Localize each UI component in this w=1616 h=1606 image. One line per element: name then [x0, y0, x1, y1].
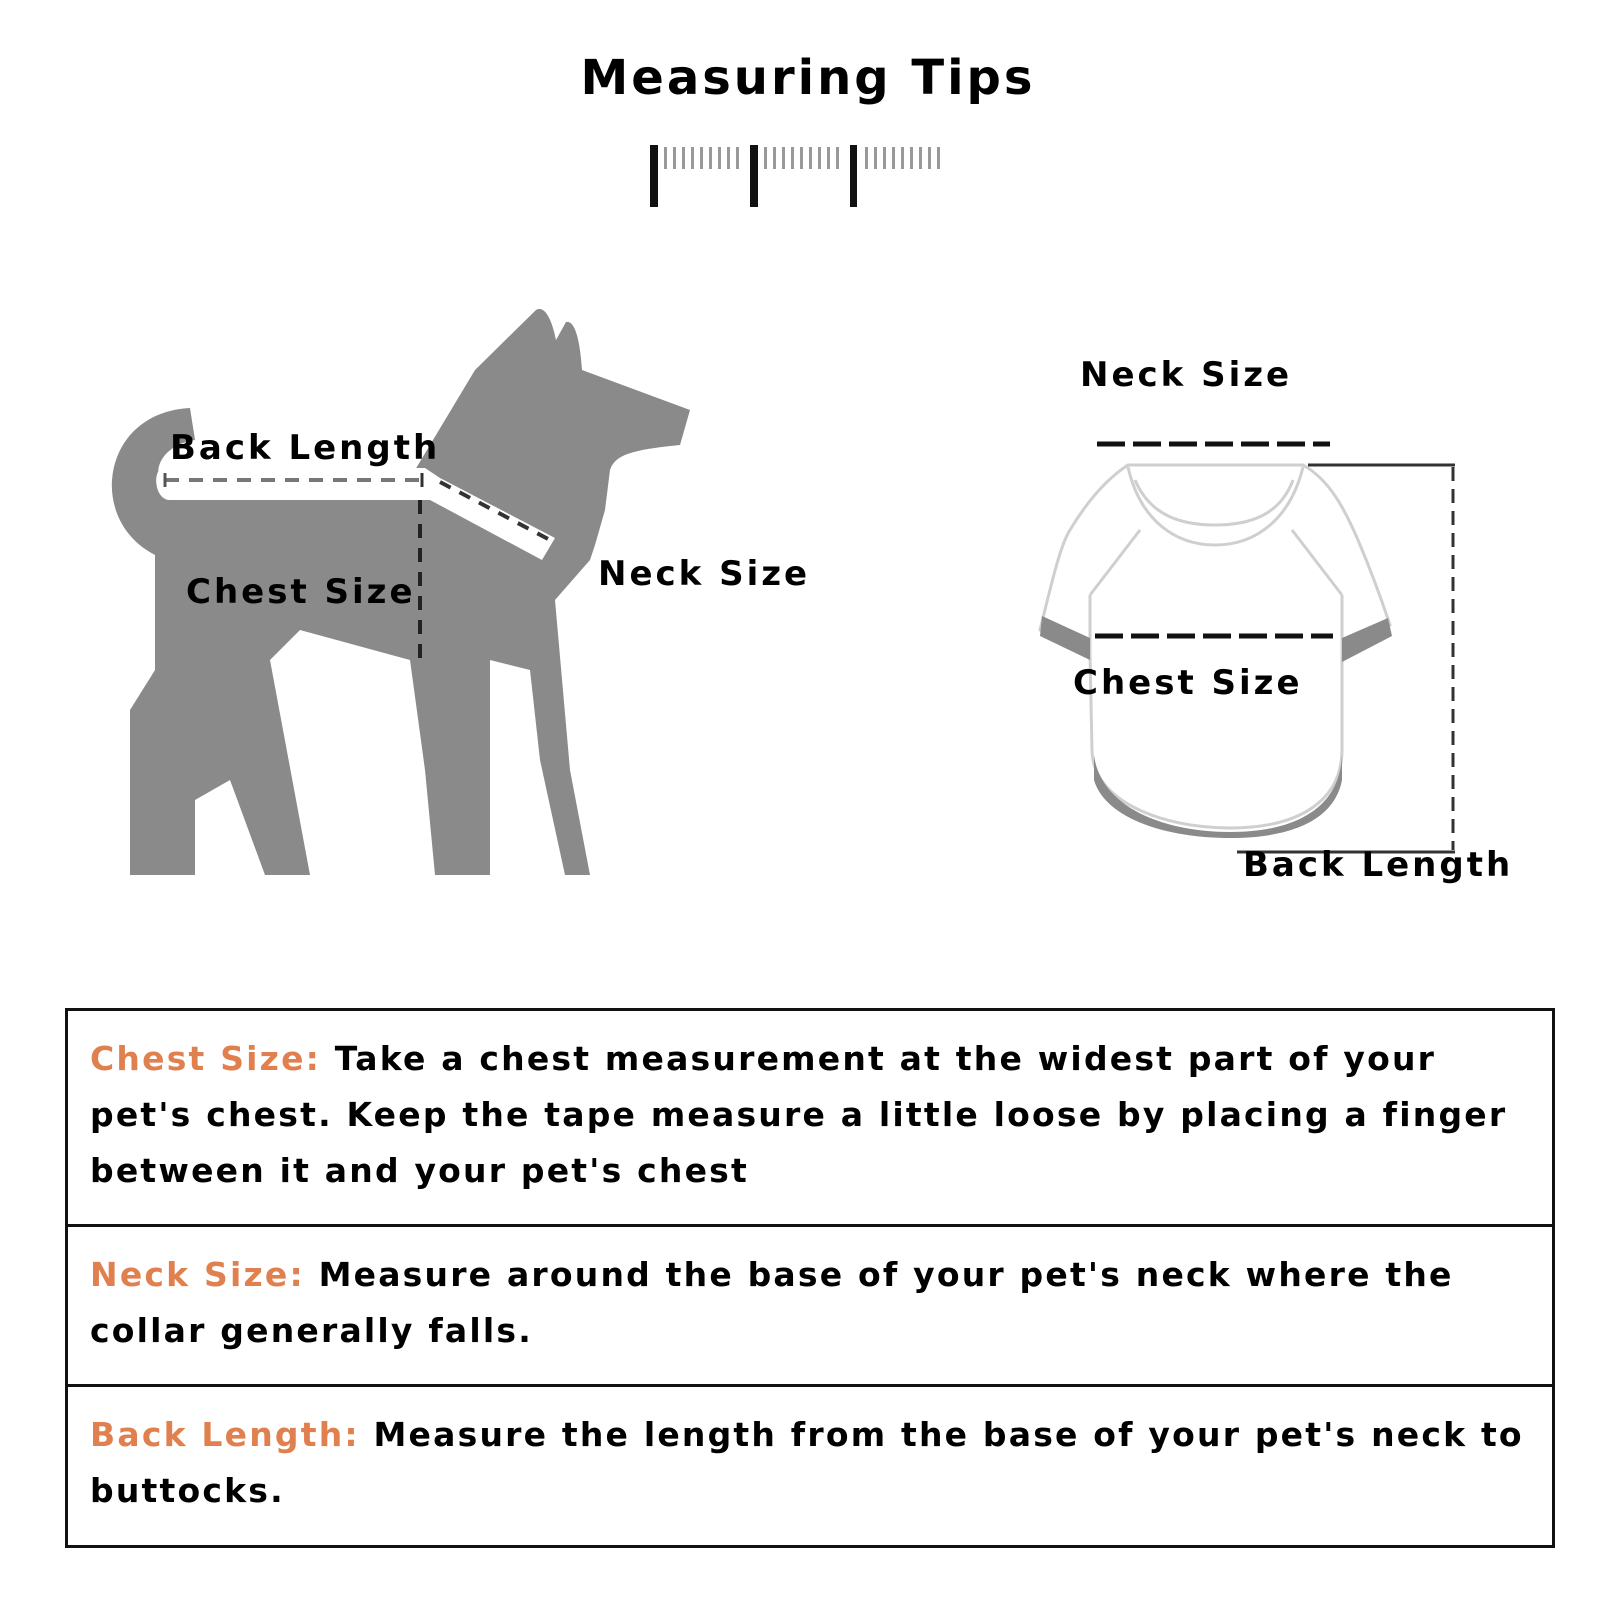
pet-shirt-icon: [1000, 420, 1460, 860]
dog-back-length-label: Back Length: [170, 428, 441, 468]
tip-text: Take a chest measurement at the widest part of your pet's chest. Keep the tape measure a little loose by placing a finger between it and your pet's chest: [90, 1039, 1508, 1190]
tip-text: Measure the length from the base of your pet's neck to buttocks.: [90, 1415, 1524, 1510]
shirt-back-length-label: Back Length: [1243, 845, 1514, 885]
tip-text: Measure around the base of your pet's neck where the collar generally falls.: [90, 1255, 1454, 1350]
shirt-chest-size-label: Chest Size: [1073, 663, 1303, 703]
tip-heading: Back Length:: [90, 1415, 360, 1454]
ruler-icon: [650, 145, 960, 207]
tip-heading: Chest Size:: [90, 1039, 322, 1078]
shirt-neck-size-label: Neck Size: [1080, 355, 1293, 395]
page-title: Measuring Tips: [580, 50, 1036, 106]
dog-neck-size-label: Neck Size: [598, 554, 811, 594]
tip-heading: Neck Size:: [90, 1255, 305, 1294]
dog-chest-size-label: Chest Size: [186, 572, 416, 612]
tip-chest-size: [68, 1011, 1552, 1227]
tip-back-length: [68, 1387, 1552, 1545]
measuring-tips-table: [65, 1008, 1555, 1548]
tip-neck-size: [68, 1227, 1552, 1387]
